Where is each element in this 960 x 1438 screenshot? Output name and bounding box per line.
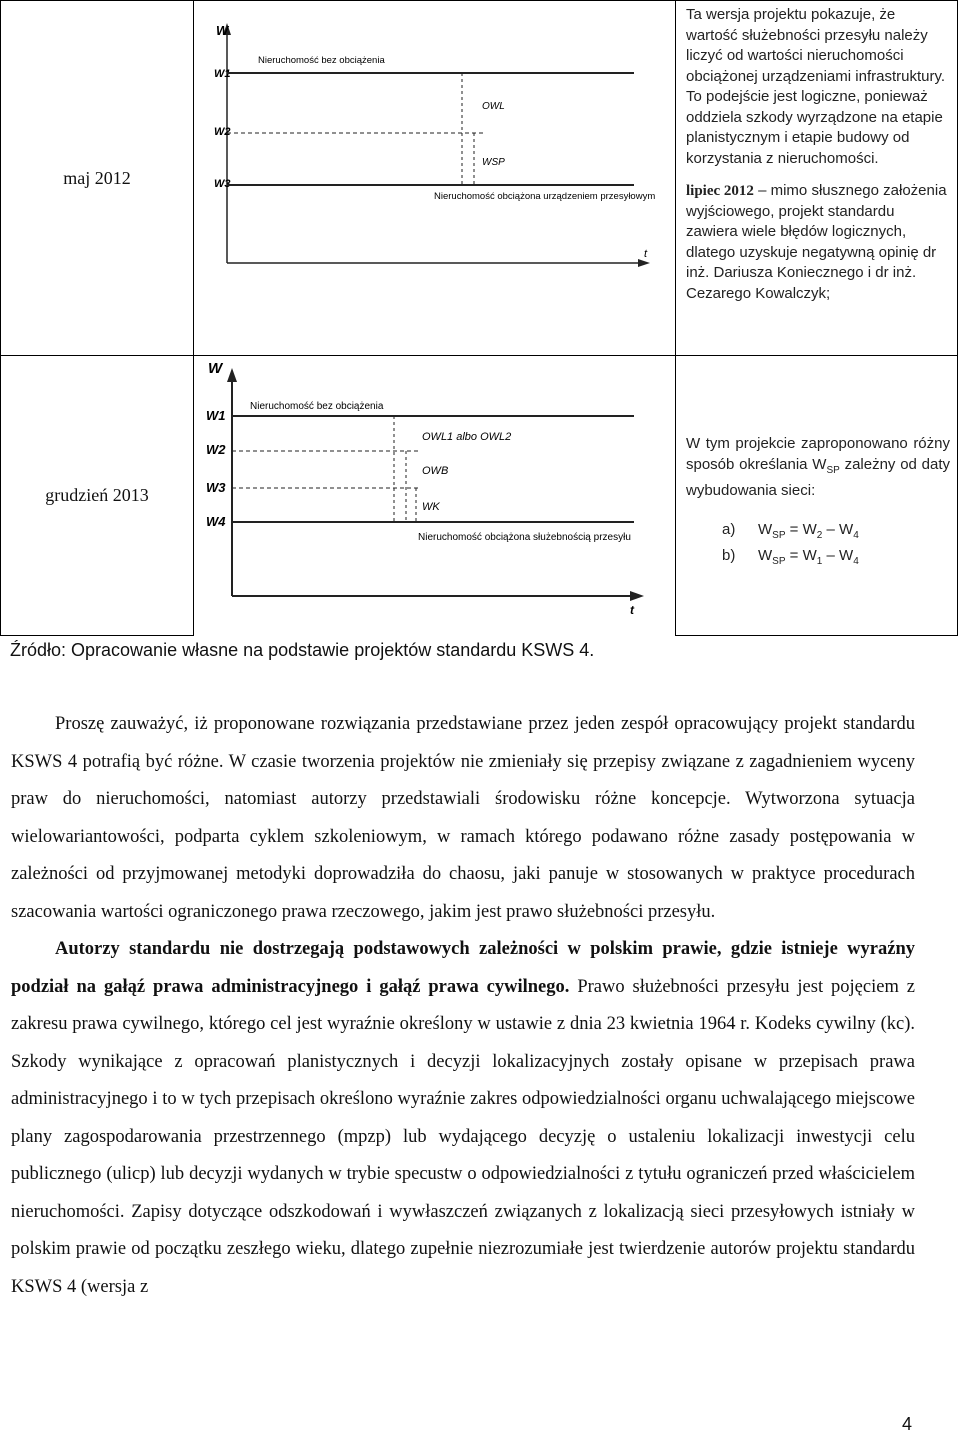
row1-review-date: lipiec 2012 <box>686 183 754 199</box>
row1-label-bottom: Nieruchomość obciążona urządzeniem przesyłowym <box>434 191 656 202</box>
row2-y-arrow <box>227 368 237 382</box>
row1-description: Ta wersja projektu pokazuje, że wartość służebności przesyłu należy liczyć od wartości nieruchomości obciążonej urządzeniami infrastruktury. To podejście jest logiczne, ponieważ oddziela szkody wyrządzone na etapie planistycznym i etapie budowy od korzystania z nieruchomości. <box>686 6 946 167</box>
option-b-b-sub: 4 <box>853 556 859 567</box>
option-b-a-sub: 1 <box>816 556 823 567</box>
row1-chart <box>194 1 675 355</box>
paragraph-1: Proszę zauważyć, iż proponowane rozwiązania przedstawiane przez jeden zespół opracowujący projekt standardu KSWS 4 potrafią być różne. W czasie tworzenia projektów nie zmieniały się przepisy związane z zagadnieniem wyceny praw do nieruchomości, natomiast autorzy przedstawiali środowisku różne koncepcje. Wytworzona sytuacja wielowariantowości, podparta cyklem szkoleniowym, w ramach którego podawano różne zasady postępowania w zależności od przyjmowanej metodyki doprowadziła do chaosu, jaki panuje w stosowanych w praktyce procedurach szacowania wartości ograniczonego prawa rzeczowego, jakim jest prawo służebności przesyłu. <box>11 714 915 922</box>
paragraph-2-bold: Autorzy standardu nie dostrzegają podstawowych zależności w polskim prawie, gdzie istnieje wyraźny podział na gałąź prawa administracyjnego i gałąź prawa cywilnego. <box>11 939 915 997</box>
row2-option-b <box>722 546 950 573</box>
option-b-lhs: W <box>758 547 773 564</box>
row2-description-main: W tym projekcie zaproponowano różny sposób określania W <box>686 435 950 473</box>
option-a-b-sub: 4 <box>853 529 859 541</box>
row1-text-cell <box>675 0 958 356</box>
row1-label-top: Nieruchomość bez obciążenia <box>258 55 385 66</box>
row2-axis-x-label: t <box>630 603 634 617</box>
row1-axis-y-label: W <box>216 23 229 38</box>
row1-marker-ovl: OWL <box>482 101 505 112</box>
option-a-label: a) <box>722 520 736 538</box>
row2-level-w4: W4 <box>206 514 226 529</box>
row2-chart <box>194 356 675 636</box>
row2-option-a <box>722 520 950 547</box>
option-a-lhs: W <box>758 520 773 538</box>
row1-level-w1: W1 <box>214 68 231 80</box>
paragraph-2-rest: Prawo służebności przesyłu jest pojęciem z zakresu prawa cywilnego, którego cel jest wyraźnie określony w ustawie z dnia 23 kwietnia 1964 r. Kodeks cywilny (kc). Szkody wynikające z opracowań planistycznych i decyzji lokalizacyjnych zostały opisane w przepisach prawa administracyjnego i to w tych przepisach określono wyraźnie zakres odpowiedzialności organu uchwalającego miejscowe plany zagospodarowania przestrzennego (mpzp) lub wydającego decyzję o ustaleniu lokalizacji inwestycji celu publicznego (ulicp) lub decyzji wydanych w trybie specustw o odpowiedzialności z tytułu ograniczeń przed właścicielem nieruchomości. Zapisy dotyczące odszkodowań i wywłaszczeń związanych z lokalizacją sieci przesyłowych istniały w polskim prawie od początku zeszłego wieku, dlatego zupełnie niezrozumiałe jest twierdzenie autorów projektu standardu KSWS 4 (wersja z <box>11 976 915 1297</box>
row1-axis-x-label: t <box>644 248 648 260</box>
page-number: 4 <box>901 1414 912 1434</box>
row1-date: maj 2012 <box>63 167 131 188</box>
row1-date-cell <box>0 0 194 356</box>
row2-level-w3: W3 <box>206 480 226 495</box>
option-b-label: b) <box>722 547 736 564</box>
row2-level-w1: W1 <box>206 408 226 423</box>
row2-date: grudzień 2013 <box>45 485 149 505</box>
row1-review-dash: – <box>753 182 771 199</box>
row2-x-arrow <box>630 591 644 601</box>
row1-level-w3: W3 <box>214 178 231 190</box>
row1-text-block <box>686 5 950 304</box>
option-a-eq: = W <box>785 520 817 538</box>
row2-level-w2: W2 <box>206 442 226 457</box>
option-a-minus: – W <box>822 520 854 538</box>
row2-marker-owb: OWB <box>422 465 449 477</box>
row1-x-arrow <box>638 259 650 267</box>
option-b-eq: = W <box>785 547 817 564</box>
source-caption: Źródło: Opracowanie własne na podstawie projektów standardu KSWS 4. <box>10 640 595 660</box>
row2-marker-owl: OWL1 albo OWL2 <box>422 431 512 443</box>
row2-options <box>686 520 950 573</box>
paragraph-2 <box>11 931 915 1306</box>
row2-description <box>686 434 950 502</box>
row2-axis-y-label: W <box>208 360 223 377</box>
row2-date-cell <box>0 355 194 636</box>
row2-description-end: zależny od daty wybudowania sieci: <box>686 455 951 499</box>
row2-label-top: Nieruchomość bez obciążenia <box>250 401 384 412</box>
option-b-lhs-sub: SP <box>772 556 786 567</box>
row2-text-block <box>686 434 950 573</box>
row2-label-bottom: Nieruchomość obciążona służebnością przesyłu <box>418 532 631 543</box>
row1-level-w2: W2 <box>214 126 231 138</box>
row1-marker-wsp: WSP <box>482 157 505 168</box>
option-a-lhs-sub: SP <box>772 529 786 541</box>
row2-marker-wk: WK <box>422 501 440 513</box>
body-text <box>11 706 915 1306</box>
row2-description-sub: SP <box>826 464 840 476</box>
option-a-a-sub: 2 <box>816 529 823 541</box>
comparison-table <box>0 0 958 636</box>
row2-text-cell <box>675 355 958 636</box>
row1-review <box>686 181 950 304</box>
row1-review-text: mimo słusznego założenia wyjściowego, projekt standardu zawiera wiele błędów logicznych, dlatego uzyskuje negatywną opinię dr inż. Dariusza Koniecznego i dr inż. Cezarego Kowalczyk; <box>686 182 947 302</box>
option-b-minus: – W <box>822 547 854 564</box>
row1-chart-cell <box>193 0 676 356</box>
row2-chart-cell <box>193 355 676 636</box>
